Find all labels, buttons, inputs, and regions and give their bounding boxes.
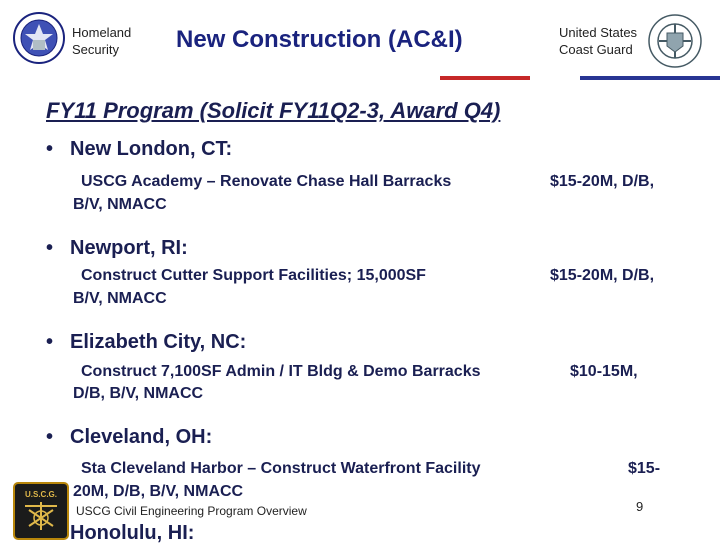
page-number: 9: [636, 499, 644, 514]
amount-label: $10-15M,: [570, 363, 638, 380]
bullet-icon: •: [46, 426, 54, 448]
slide-title: New Construction (AC&I): [176, 26, 463, 53]
coast-guard-emblem-icon: [645, 12, 705, 70]
dhs-seal-icon: [13, 12, 65, 64]
amount-label: $15-20M, D/B,: [550, 173, 655, 190]
location-label: Cleveland, OH:: [70, 426, 213, 448]
detail-line: USCG Academy – Renovate Chase Hall Barracks: [81, 173, 452, 190]
bullet-item-elizabeth-city: [46, 331, 246, 354]
dhs-line1: Homeland: [72, 25, 132, 40]
bullet-icon: •: [46, 237, 54, 259]
detail-line: 20M, D/B, B/V, NMACC: [73, 483, 244, 500]
slide-header: [0, 0, 720, 78]
bullet-item-new-london: [46, 138, 232, 161]
bullet-icon: •: [46, 331, 54, 353]
uscg-line1: United States: [559, 25, 638, 40]
uscg-wordmark: [559, 24, 637, 58]
bullet-item-newport: [46, 237, 188, 260]
detail-line: Construct Cutter Support Facilities; 15,000SF: [81, 267, 426, 284]
detail-line: Sta Cleveland Harbor – Construct Waterfront Facility: [81, 460, 481, 477]
detail-line: Construct 7,100SF Admin / IT Bldg & Demo Barracks: [81, 363, 481, 380]
section-heading: FY11 Program (Solicit FY11Q2-3, Award Q4): [46, 98, 501, 123]
location-label: Honolulu, HI:: [70, 522, 195, 544]
bullet-icon: •: [46, 138, 54, 160]
uscg-line2: Coast Guard: [559, 42, 633, 57]
header-stripe: [0, 76, 720, 80]
amount-label: $15-: [628, 460, 661, 477]
detail-line: D/B, B/V, NMACC: [73, 385, 204, 402]
bullet-item-cleveland: [46, 426, 212, 449]
location-label: New London, CT:: [70, 138, 233, 160]
logo-text: U.S.C.G.: [24, 490, 58, 499]
location-label: Elizabeth City, NC:: [70, 331, 247, 353]
location-label: Newport, RI:: [70, 237, 188, 259]
detail-line: B/V, NMACC: [73, 196, 167, 213]
uscg-ce-logo-icon: [13, 482, 69, 540]
dhs-line2: Security: [72, 42, 119, 57]
dhs-wordmark: [72, 24, 131, 58]
detail-line: B/V, NMACC: [73, 290, 167, 307]
footer-text: USCG Civil Engineering Program Overview: [76, 504, 307, 518]
amount-label: $15-20M, D/B,: [550, 267, 655, 284]
